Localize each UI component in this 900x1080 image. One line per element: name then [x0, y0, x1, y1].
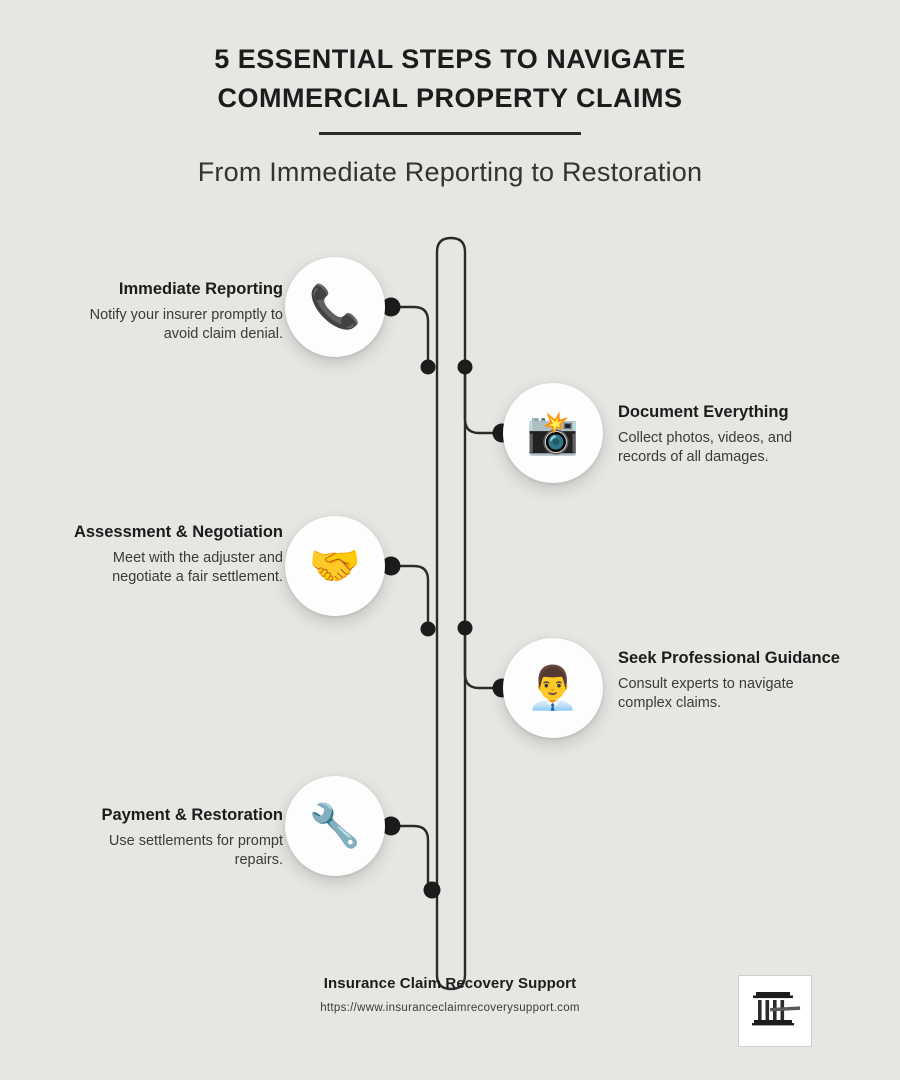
branch-3 — [390, 566, 428, 629]
step-icon-assessment-negotiation[interactable] — [285, 516, 385, 616]
step-body: Use settlements for prompt repairs. — [108, 832, 283, 869]
brand-logo — [738, 975, 812, 1047]
step-icon-payment-restoration[interactable] — [285, 776, 385, 876]
footer-brand: Insurance Claim Recovery Support — [323, 975, 577, 992]
header — [0, 0, 900, 188]
node-dot-5b — [424, 882, 441, 899]
step-text-document-everything — [618, 402, 840, 468]
branch-2 — [465, 367, 503, 433]
step-text-seek-professional-guidance — [618, 648, 840, 714]
step-icon-seek-professional-guidance[interactable] — [503, 638, 603, 738]
step-icon-immediate-reporting[interactable] — [285, 257, 385, 357]
step-heading: Seek Professional Guidance — [618, 649, 840, 667]
spine-path — [437, 238, 465, 989]
step-body: Notify your insurer promptly to avoid claim denial. — [89, 306, 283, 343]
page-title: 5 ESSENTIAL STEPS TO NAVIGATE COMMERCIAL PROPERTY CLAIMS — [214, 44, 686, 114]
step-text-immediate-reporting — [68, 279, 283, 345]
step-heading: Assessment & Negotiation — [73, 523, 283, 541]
handshake-icon: 🤝 — [308, 542, 362, 589]
step-heading: Payment & Restoration — [101, 806, 283, 824]
node-dot-2b — [458, 360, 473, 375]
step-text-assessment-negotiation — [61, 522, 283, 588]
node-dot-1b — [421, 360, 436, 375]
step-body: Consult experts to navigate complex claims. — [618, 675, 794, 712]
step-heading: Immediate Reporting — [118, 280, 283, 298]
footer-url[interactable]: https://www.insuranceclaimrecoverysupport.com — [320, 1002, 580, 1014]
telephone-icon: 📞 — [308, 283, 362, 330]
title-divider — [319, 132, 581, 135]
branch-4 — [465, 628, 503, 688]
classical-building-logo — [748, 986, 802, 1036]
camera-flash-icon: 📸 — [526, 409, 580, 456]
page-subtitle: From Immediate Reporting to Restoration — [197, 157, 703, 188]
step-body: Collect photos, videos, and records of all damages. — [618, 429, 793, 466]
branch-1 — [390, 307, 428, 365]
step-body: Meet with the adjuster and negotiate a fair settlement. — [112, 549, 283, 586]
step-text-payment-restoration — [68, 805, 283, 871]
node-dot-4b — [458, 621, 473, 636]
step-icon-document-everything[interactable] — [503, 383, 603, 483]
node-dot-3b — [421, 622, 436, 637]
step-heading: Document Everything — [618, 403, 789, 421]
wrench-icon: 🔧 — [308, 802, 362, 849]
office-worker-icon: 👨‍💼 — [526, 664, 580, 711]
branch-5 — [390, 826, 428, 890]
